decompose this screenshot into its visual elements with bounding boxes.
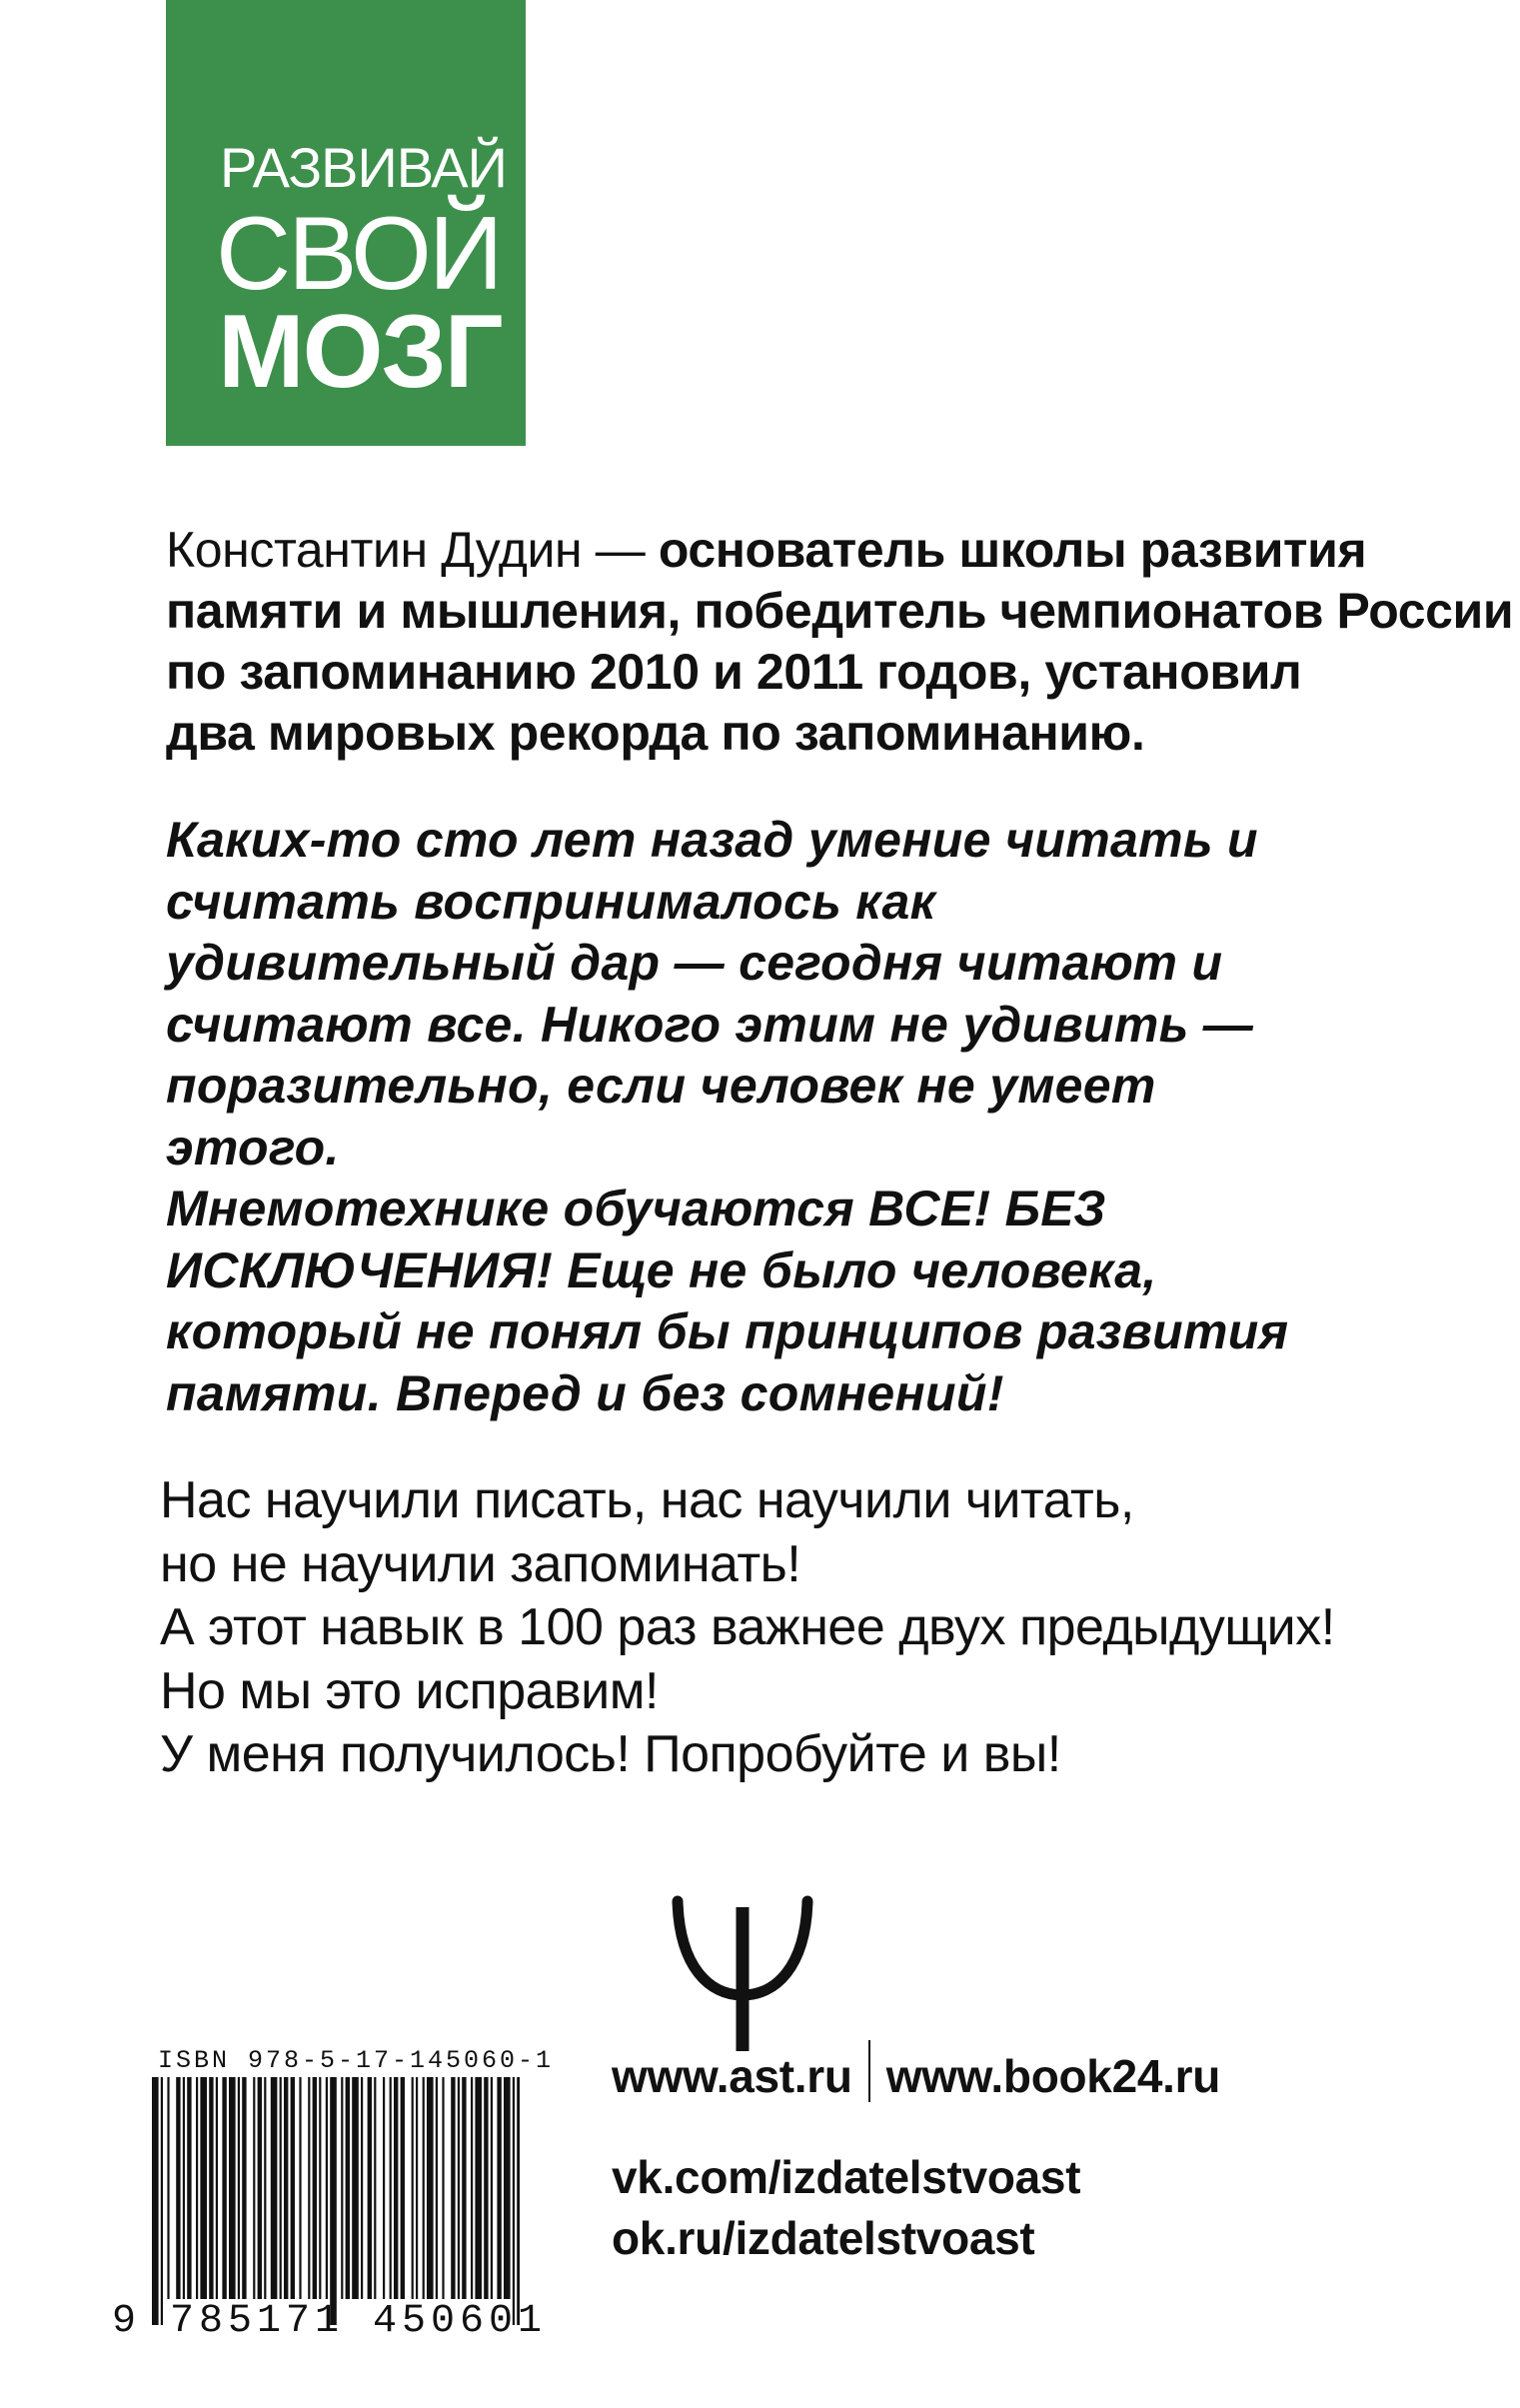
psi-icon [670, 1887, 815, 2057]
author-bio [166, 520, 1514, 764]
barcode-bar [196, 2077, 198, 2299]
closing-line: но не научили запоминать! [160, 1534, 801, 1593]
barcode-bar [436, 2077, 438, 2299]
isbn-label: ISBN 978-5-17-145060-1 [158, 2046, 555, 2075]
barcode-bar [352, 2077, 359, 2299]
barcode-bar [271, 2077, 278, 2299]
author-bio-line-1-rest: основатель школы развития [658, 522, 1367, 578]
closing-line: Нас научили писать, нас научили читать, [160, 1471, 1134, 1529]
barcode-bar [308, 2077, 310, 2299]
promo-line: Мнемотехнике обучаются ВСЕ! БЕЗ [166, 1181, 1106, 1236]
promo-line: считать воспринималось как [166, 873, 936, 930]
barcode-bar [176, 2077, 180, 2299]
barcode-bar [427, 2077, 434, 2299]
barcode-bar [471, 2077, 473, 2299]
author-bio-line-4: два мировых рекорда по запоминанию. [166, 705, 1145, 761]
barcode-bar [341, 2077, 343, 2299]
author-bio-line-3: по запоминанию 2010 и 2011 годов, установил [166, 644, 1302, 700]
barcode-bar [442, 2077, 444, 2299]
barcode-bar [319, 2077, 321, 2299]
author-name: Константин Дудин — [166, 522, 659, 578]
barcode [148, 2077, 524, 2325]
barcode-bar [242, 2077, 246, 2299]
barcode-bar [187, 2077, 191, 2299]
barcode-bar [517, 2077, 520, 2325]
closing-line: У меня получилось! Попробуйте и вы! [160, 1725, 1061, 1783]
barcode-bar [416, 2077, 418, 2299]
promo-line: ИСКЛЮЧЕНИЯ! Еще не было человека, [166, 1241, 1157, 1298]
barcode-bar [216, 2077, 218, 2299]
promo-line: удивительный дар — сегодня читают и [166, 935, 1223, 991]
closing-text [160, 1469, 1479, 1787]
closing-line: Но мы это исправим! [160, 1661, 659, 1720]
barcode-bar [462, 2077, 466, 2299]
barcode-bar [238, 2077, 240, 2299]
barcode-bar [152, 2077, 159, 2325]
barcode-bar [313, 2077, 317, 2299]
social-link-vk[interactable]: vk.com/izdatelstvoast [612, 2151, 1081, 2203]
barcode-bar [280, 2077, 282, 2299]
promo-line: памяти. Вперед и без сомнений! [166, 1364, 1004, 1421]
barcode-bar [258, 2077, 262, 2299]
barcode-bar [451, 2077, 455, 2299]
barcode-bar [513, 2077, 515, 2325]
author-bio-line-2: памяти и мышления, победитель чемпионатов России [166, 583, 1514, 639]
barcode-bar [491, 2077, 493, 2299]
barcode-bar [401, 2077, 405, 2299]
promo-text [166, 810, 1485, 1424]
barcode-bar [326, 2077, 328, 2299]
barcode-bar [330, 2077, 337, 2325]
site-link-ast[interactable]: www.ast.ru [612, 2050, 852, 2102]
site-link-book24[interactable]: www.book24.ru [885, 2050, 1221, 2102]
barcode-bar [497, 2077, 501, 2299]
promo-line: который не понял бы принципов развития [166, 1303, 1289, 1359]
promo-line: этого. [166, 1119, 340, 1176]
barcode-bar [264, 2077, 266, 2299]
barcode-bar [222, 2077, 226, 2299]
promo-line: считают все. Никого этим не удивить — [166, 996, 1254, 1053]
barcode-bar [284, 2077, 288, 2299]
barcode-bar [167, 2077, 169, 2299]
barcode-bar [361, 2077, 363, 2299]
barcode-digits: 9 785171 450601 [112, 2299, 548, 2344]
social-links [612, 2147, 1080, 2269]
barcode-bar [504, 2077, 511, 2299]
barcode-bar [368, 2077, 372, 2299]
barcode-bar [484, 2077, 488, 2299]
barcode-bar [299, 2077, 301, 2299]
barcode-bar [458, 2077, 460, 2299]
web-links [612, 2040, 1220, 2106]
barcode-bar [412, 2077, 414, 2299]
link-separator [868, 2040, 870, 2102]
author-bio-line-1 [166, 520, 1465, 581]
promo-line: Каких-то сто лет назад умение читать и [166, 812, 1258, 868]
barcode-bar [346, 2077, 350, 2299]
series-title-line-2: СВОЙ [216, 196, 501, 312]
barcode-bar [374, 2077, 376, 2299]
barcode-bar [475, 2077, 482, 2299]
barcode-bar [209, 2077, 213, 2299]
barcode-bar [390, 2077, 392, 2299]
series-title-line-1: РАЗВИВАЙ [220, 136, 507, 199]
series-badge [166, 0, 526, 446]
barcode-bar [394, 2077, 398, 2299]
series-title-line-3: МОЗГ [218, 294, 502, 410]
promo-line: поразительно, если человек не умеет [166, 1058, 1156, 1114]
barcode-bar [183, 2077, 185, 2299]
barcode-bar [383, 2077, 385, 2299]
barcode-bar [291, 2077, 295, 2299]
social-link-ok[interactable]: ok.ru/izdatelstvoast [612, 2212, 1035, 2264]
barcode-bar [253, 2077, 255, 2299]
barcode-bar [200, 2077, 207, 2299]
barcode-bar [229, 2077, 236, 2299]
closing-line: А этот навык в 100 раз важнее двух предыдущих! [160, 1598, 1335, 1656]
barcode-bar [161, 2077, 163, 2325]
barcode-bar [423, 2077, 425, 2299]
